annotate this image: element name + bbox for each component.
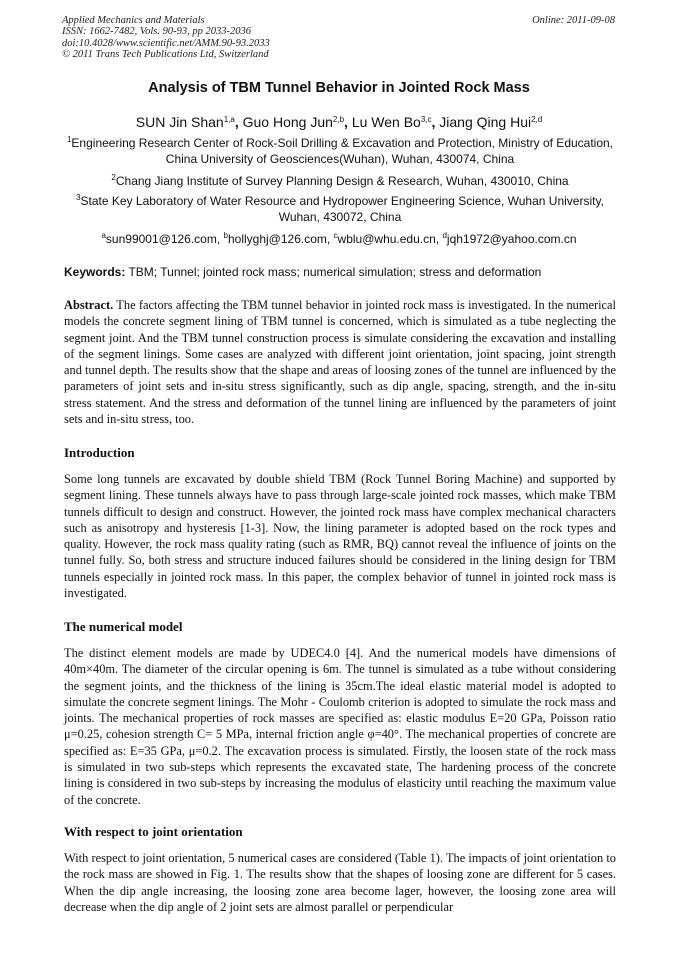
email-mark: a <box>101 231 106 240</box>
affiliation-2 <box>66 174 614 190</box>
paper-title: Analysis of TBM Tunnel Behavior in Jointed Rock Mass <box>148 80 530 96</box>
author-affiliation-mark: 1,a <box>223 115 235 124</box>
author-list: SUN Jin Shan$^{1,a}$, Guo Hong Jun$^{2,b}$, Lu Wen Bo$^{3,c}$, Jiang Qing Hui$^{2,d}$ <box>135 114 543 130</box>
keywords <box>64 265 616 279</box>
abstract-text: The factors affecting the TBM tunnel behavior in jointed rock mass is investigated. In the numerical models the concrete segment lining of TBM tunnel is concerned, which is simulated as a tube neglecting the segment joint. And the TBM tunnel construction process is simulate considering the excavation and installing of the segment linings. Some cases are analyzed with different joint orientation, joint spacing, joint strength and tunnel depth. The results show that the shape and areas of loosing zones of the tunnel are influenced by the parameters of joint sets and in-situ stress significantly, such as dip angle, spacing, strength, and the in-situ stress statement. And the stress and deformation of the tunnel lining are influenced by the parameters of joint sets and in-situ stress, too. <box>64 298 616 427</box>
email-address: wblu@whu.edu.cn, <box>337 232 443 246</box>
author-affiliation-mark: 2,d <box>531 115 543 124</box>
affiliation-text: Chang Jiang Institute of Survey Planning Design & Research, Wuhan, 430010, China <box>115 174 569 188</box>
keywords-label: Keywords: <box>64 265 126 279</box>
section-body-introduction: Some long tunnels are excavated by double shield TBM (Rock Tunnel Boring Machine) and supported by segment lining. These tunnels always have to pass through large-scale jointed rock masses, which make TBM tunnels difficult to design and construct. However, the jointed rock mass have complex mechanical characters such as anisotropy and hysteresis [1-3]. Now, the lining parameter is adopted based on the rock types and quality. However, the rock mass quality rating (such as RMR, BQ) cannot reveal the influence of joints on the tunnel fully. So, both stress and structure induced failures should be considered in the lining design for TBM tunnels especially in jointed rock mass. In this paper, the complex behavior of tunnel in jointed rock mass is investigated. <box>64 472 616 601</box>
affiliation-3 <box>66 194 614 225</box>
journal-header <box>62 15 615 61</box>
author-name: Jiang Qing Hui <box>439 114 532 130</box>
author-affiliation-mark: 2,b <box>332 115 345 124</box>
online-date: Online: 2011-09-08 <box>532 15 615 26</box>
section-heading-numerical-model: The numerical model <box>64 619 183 634</box>
affiliation-text: State Key Laboratory of Water Resource and Hydropower Engineering Science, Wuhan University, Wuhan, 430072, China <box>80 194 604 224</box>
doi-line: doi:10.4028/www.scientific.net/AMM.90-93.2033 <box>62 37 270 49</box>
author-name: Lu Wen Bo <box>351 114 421 130</box>
abstract-label: Abstract. <box>64 298 114 312</box>
section-body-joint-orientation: With respect to joint orientation, 5 numerical cases are considered (Table 1). The impacts of joint orientation to the rock mass are showed in Fig. 1. The results show that the shapes of loosing zone are different for 5 cases. When the dip angle increasing, the loosing zone area become lager, however, the loosing zone area will decrease when the dip angle of 2 joint sets are almost parallel or perpendicular <box>64 851 616 914</box>
email-mark: b <box>223 231 228 240</box>
abstract <box>64 297 616 427</box>
affiliation-mark: 2 <box>111 173 116 182</box>
affiliation-mark: 3 <box>76 193 81 202</box>
issn-line: ISSN: 1662-7482, Vols. 90-93, pp 2033-2036 <box>62 26 251 38</box>
section-heading-joint-orientation: With respect to joint orientation <box>64 824 243 839</box>
email-mark: d <box>442 231 447 240</box>
section-body-numerical-model: The distinct element models are made by UDEC4.0 [4]. And the numerical models have dimensions of 40m×40m. The diameter of the circular opening is 6m. The tunnel is simulated as a tube without considering the segment joints, and the thickness of the lining is 35cm.The ideal elastic material model is adopted to simulate the concrete segment linings. The Mohr - Coulomb criterion is adopted to simulate the rock mass and joints. The mechanical properties of rock masses are specified as: elastic modulus E=20 GPa, Poisson ratio μ=0.25, cohesion strength C= 5 MPa, internal friction angle φ=40°. The mechanical properties of concrete are specified as: E=35 GPa, μ=0.2. The excavation process is simulated. Firstly, the loosen state of the rock mass is simulated in two sub-steps which represents the excavated state, The hardening process of the concrete lining is considered in two sub-steps by increasing the modulus of elasticity until reaching the maximum value of the concrete. <box>64 646 616 807</box>
author-name: SUN Jin Shan <box>135 114 224 130</box>
affiliation-text: Engineering Research Center of Rock-Soil Drilling & Excavation and Protection, Ministry of Education, China University of Geosciences(Wuhan), Wuhan, 430074, China <box>71 136 614 166</box>
author-name: Guo Hong Jun <box>242 114 333 130</box>
author-affiliation-mark: 3,c <box>420 115 432 124</box>
author-emails <box>0 232 678 246</box>
journal-name: Applied Mechanics and Materials <box>62 15 205 26</box>
email-address: jqh1972@yahoo.com.cn <box>446 232 577 246</box>
affiliation-1 <box>66 136 614 167</box>
email-mark: c <box>333 231 338 240</box>
keywords-text: TBM; Tunnel; jointed rock mass; numerical simulation; stress and deformation <box>125 265 542 279</box>
email-address: hollyghj@126.com, <box>227 232 334 246</box>
copyright-line: © 2011 Trans Tech Publications Ltd, Switzerland <box>62 49 269 61</box>
section-heading-introduction: Introduction <box>64 445 135 460</box>
email-address: sun99001@126.com, <box>105 232 224 246</box>
affiliation-mark: 1 <box>66 135 72 144</box>
